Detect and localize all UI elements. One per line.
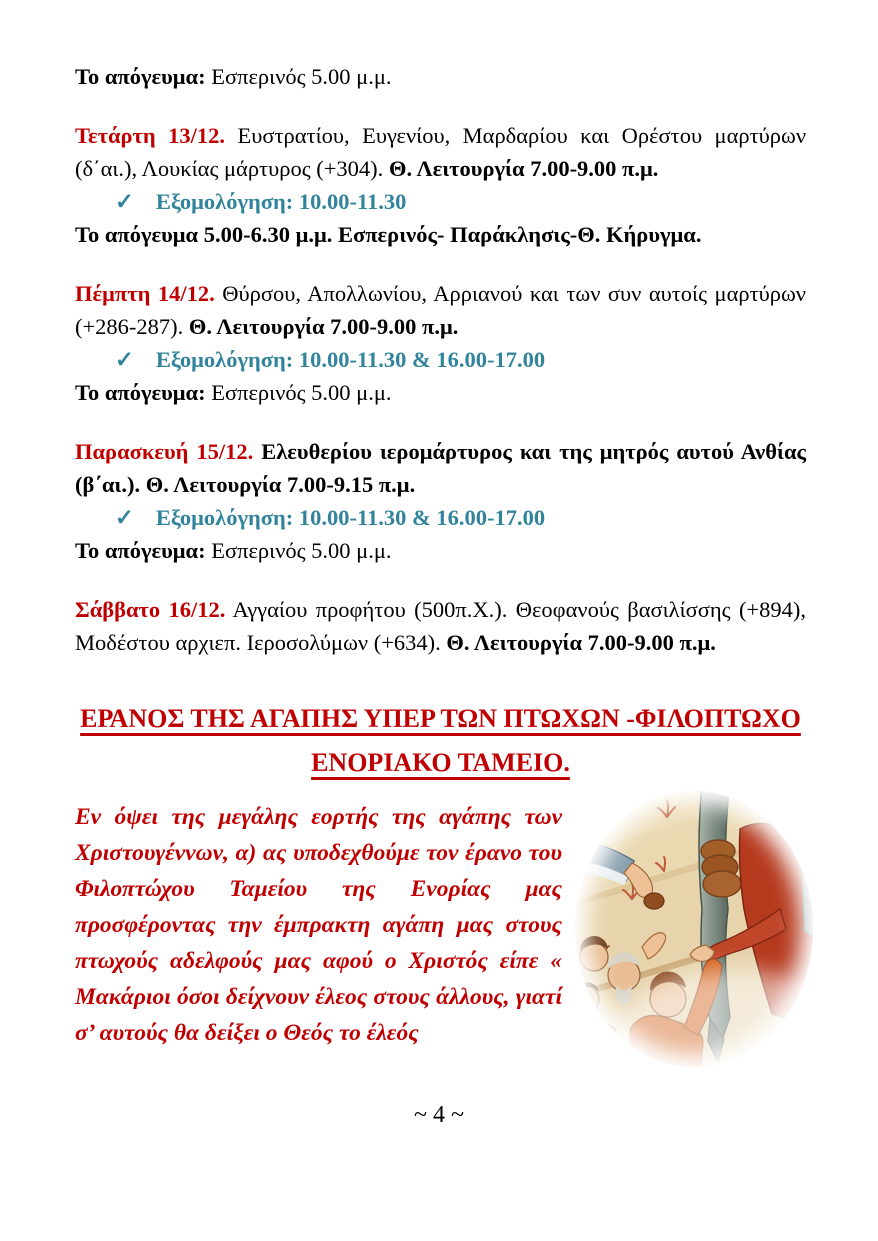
afternoon-label: Το απόγευμα: [75, 64, 206, 89]
day-entry-saturday [75, 593, 806, 659]
confession-text: Εξομολόγηση: 10.00-11.30 [155, 189, 407, 214]
campaign-title-line-1: ΕΡΑΝΟΣ ΤΗΣ ΑΓΑΠΗΣ ΥΠΕΡ ΤΩΝ ΠΤΩΧΩΝ -ΦΙΛΟΠΤΩΧΟ [80, 704, 801, 733]
campaign-title [75, 697, 806, 785]
day-entry-friday [75, 435, 806, 501]
check-icon: ✓ [115, 347, 134, 372]
day-saints: Ευστρατίου, Ευγενίου, Μαρδαρίου και Ορέστου μαρτύρων (δ΄αι.), Λουκίας μάρτυρος (+304). [75, 123, 806, 181]
afternoon-services-line: Το απόγευμα 5.00-6.30 μ.μ. Εσπερινός- Παράκλησις-Θ. Κήρυγμα. [75, 222, 702, 247]
day-entry-wednesday [75, 119, 806, 185]
afternoon-text: Εσπερινός 5.00 μ.μ. [205, 380, 392, 405]
liturgy-time: Ελευθερίου ιερομάρτυρος και της μητρός αυτού Ανθίας (β΄αι.). Θ. Λειτουργία 7.00-9.15 π.μ. [75, 439, 806, 497]
appeal-paragraph: Εν όψει της μεγάλης εορτής της αγάπης των Χριστουγέννων, α) ας υποδεχθούμε τον έρανο του Φιλοπτώχου Ταμείου της Ενορίας μας προσφέροντας την έμπρακτη αγάπη μας στους πτωχούς αδελφούς μας αφού ο Χριστός είπε « Μακάριοι όσοι δείχνουν έλεος στους άλλους, γιατί σ’ αυτούς θα δείξει ο Θεός το έλεός [75, 804, 562, 1046]
day-heading: Σάββατο 16/12. [75, 597, 226, 622]
appeal-section [75, 799, 806, 1089]
day-heading: Παρασκευή 15/12. [75, 439, 254, 464]
liturgy-time: Θ. Λειτουργία 7.00-9.00 π.μ. [188, 314, 459, 339]
afternoon-label: Το απόγευμα: [75, 380, 206, 405]
day-saints: Αγγαίου προφήτου (500π.Χ.). Θεοφανούς βασιλίσσης (+894), Μοδέστου αρχιεπ. Ιεροσολύμων (+634). [75, 597, 806, 655]
afternoon-line [75, 376, 806, 409]
day-saints: Θύρσου, Απολλωνίου, Αρριανού και των συν αυτοίς μαρτύρων (+286-287). [75, 281, 806, 339]
confession-line [75, 185, 806, 218]
confession-line [75, 343, 806, 376]
confession-line [75, 501, 806, 534]
page-number: ~ 4 ~ [414, 1102, 464, 1128]
day-heading: Τετάρτη 13/12. [75, 123, 226, 148]
confession-text: Εξομολόγηση: 10.00-11.30 & 16.00-17.00 [155, 505, 546, 530]
afternoon-label: Το απόγευμα: [75, 538, 206, 563]
day-entry-thursday [75, 277, 806, 343]
intro-afternoon-line [75, 60, 806, 93]
campaign-title-line-2: ΕΝΟΡΙΑΚΟ ΤΑΜΕΙΟ. [311, 748, 570, 777]
almsgiving-icon [572, 789, 820, 1089]
check-icon: ✓ [115, 189, 134, 214]
afternoon-line [75, 534, 806, 567]
day-heading: Πέμπτη 14/12. [75, 281, 215, 306]
check-icon: ✓ [115, 505, 134, 530]
liturgy-time: Θ. Λειτουργία 7.00-9.00 π.μ. [388, 156, 659, 181]
afternoon-text: Εσπερινός 5.00 μ.μ. [205, 538, 392, 563]
confession-text: Εξομολόγηση: 10.00-11.30 & 16.00-17.00 [155, 347, 546, 372]
liturgy-time: Θ. Λειτουργία 7.00-9.00 π.μ. [446, 630, 716, 655]
afternoon-text: Εσπερινός 5.00 μ.μ. [205, 64, 392, 89]
